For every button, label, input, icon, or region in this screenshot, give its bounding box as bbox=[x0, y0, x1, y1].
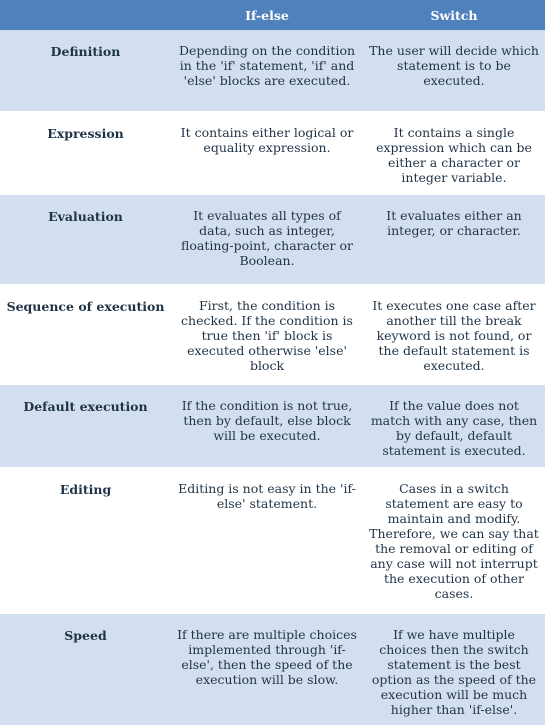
switch-cell: If we have multiple choices then the switch statement is the best option as the speed of the execution will be much higher than 'if-else'. bbox=[363, 614, 545, 726]
switch-cell: If the value does not match with any case, then by default, default statement is executed. bbox=[363, 385, 545, 468]
switch-cell: Cases in a switch statement are easy to maintain and modify. Therefore, we can say that the removal or editing of any case will not interrupt the execution of other cases. bbox=[363, 468, 545, 614]
table-body bbox=[0, 30, 545, 726]
if-else-cell: It contains either logical or equality expression. bbox=[171, 112, 363, 195]
if-else-cell: Depending on the condition in the 'if' statement, 'if' and 'else' blocks are executed. bbox=[171, 30, 363, 112]
switch-cell: The user will decide which statement is to be executed. bbox=[363, 30, 545, 112]
table-row-expression bbox=[0, 112, 545, 195]
table-header bbox=[0, 0, 545, 30]
if-else-cell: If there are multiple choices implemented through 'if-else', then the speed of the execution will be slow. bbox=[171, 614, 363, 726]
table-row-definition bbox=[0, 30, 545, 112]
row-label: Sequence of execution bbox=[0, 285, 171, 385]
row-label: Evaluation bbox=[0, 195, 171, 285]
switch-cell: It evaluates either an integer, or character. bbox=[363, 195, 545, 285]
row-label: Definition bbox=[0, 30, 171, 112]
if-else-cell: Editing is not easy in the 'if-else' statement. bbox=[171, 468, 363, 614]
if-else-cell: If the condition is not true, then by default, else block will be executed. bbox=[171, 385, 363, 468]
table-row-default-execution bbox=[0, 385, 545, 468]
switch-cell: It contains a single expression which can be either a character or integer variable. bbox=[363, 112, 545, 195]
if-else-cell: First, the condition is checked. If the condition is true then 'if' block is executed otherwise 'else' block bbox=[171, 285, 363, 385]
row-label: Speed bbox=[0, 614, 171, 726]
row-label: Expression bbox=[0, 112, 171, 195]
if-else-cell: It evaluates all types of data, such as integer, floating-point, character or Boolean. bbox=[171, 195, 363, 285]
header-if-else: If-else bbox=[171, 0, 363, 30]
switch-cell: It executes one case after another till the break keyword is not found, or the default statement is executed. bbox=[363, 285, 545, 385]
header-switch: Switch bbox=[363, 0, 545, 30]
table-row-speed bbox=[0, 614, 545, 726]
table-row-sequence-of-execution bbox=[0, 285, 545, 385]
row-label: Default execution bbox=[0, 385, 171, 468]
header-feature bbox=[0, 0, 171, 30]
table-row-editing bbox=[0, 468, 545, 614]
header-row bbox=[0, 0, 545, 30]
table-row-evaluation bbox=[0, 195, 545, 285]
row-label: Editing bbox=[0, 468, 171, 614]
